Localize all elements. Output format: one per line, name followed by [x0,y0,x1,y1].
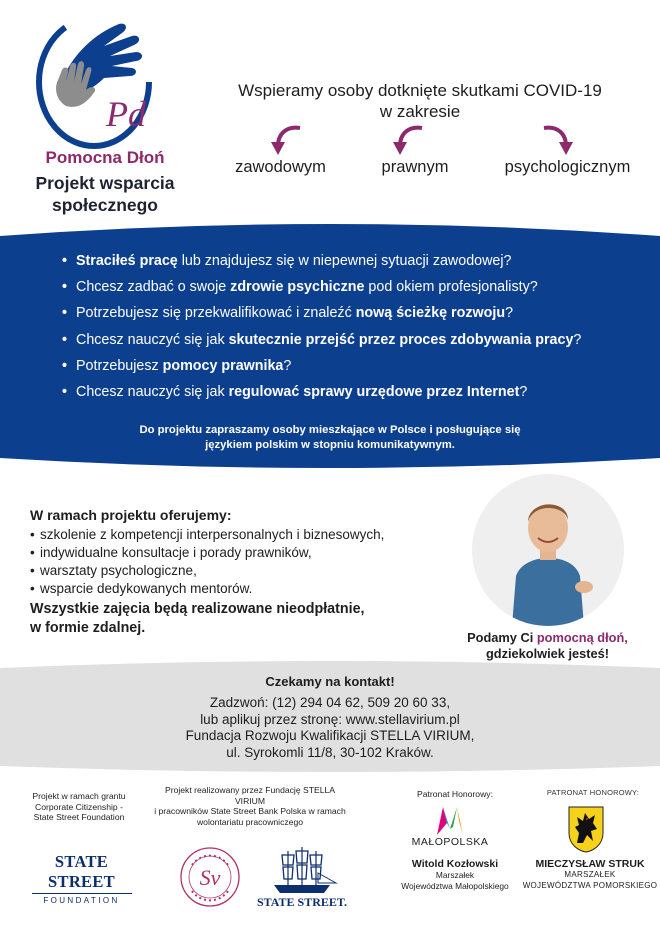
svg-text:Pd: Pd [106,94,146,134]
contact-title: Czekamy na kontakt! [265,674,395,689]
headline-line1: Wspieramy osoby dotknięte skutkami COVID-19 [238,81,602,100]
ss-foundation-main: STATE STREET [48,852,115,891]
mp-person-name: Witold Kozłowski [411,858,499,870]
grant-line: State Street Foundation [33,812,125,822]
free-remote-note [30,600,410,637]
offer-item: • indywidualne konsultacje i porady prawników, [30,545,312,560]
svg-text:Sv: Sv [199,865,221,890]
pm-person-region: WOJEWÓDZTWA POMORSKIEGO [522,880,658,890]
question-item: • Chcesz nauczyć się jak skutecznie przejść przez proces zdobywania pracy? [62,331,582,348]
offer-item: • warsztaty psychologiczne, [30,563,197,578]
curved-arrow-icon [540,124,576,158]
project-note [150,785,350,827]
pomorskie-griffin-crest-icon [567,805,605,853]
contact-address: ul. Syrokomli 11/8, 30-102 Kraków. [226,744,434,760]
offer-item: • szkolenie z kompetencji interpersonalnych i biznesowych, [30,527,385,542]
mp-person-role: Marszałek [435,870,475,880]
ss-foundation-rule [32,893,132,894]
invitation-note [95,423,565,453]
invitation-line2: językiem polskim w stopniu komunikatywnym. [205,439,455,451]
pomorskie-marshal [520,858,660,891]
grant-line: Corporate Citizenship - [35,801,123,812]
contact-phone: Zadzwoń: (12) 294 04 62, 509 20 60 33, [209,695,451,710]
malopolska-marshal [395,858,515,891]
area-psychological: psychologicznym [504,158,631,176]
curved-arrow-icon [268,124,304,158]
question-list [62,252,642,409]
contact-details [0,695,660,761]
project-line: wolontariatu pracowniczego [196,816,304,827]
question-item: • Potrzebujesz się przekwalifikować i znaleźć nową ścieżkę rozwoju? [62,305,514,322]
stella-virium-seal-icon [178,845,242,909]
invitation-line1: Do projektu zapraszamy osoby mieszkające w Polsce i posługujące się [139,424,521,436]
patronage-label-malopolska: Patronat Honorowy: [417,789,493,799]
man-reaching-photo [472,474,624,626]
offer-title: W ramach projektu oferujemy: [30,507,232,523]
contact-organization: Fundacja Rozwoju Kwalifikacji STELLA VIRIUM, [185,728,475,743]
contact-website: lub aplikuj przez stronę: www.stellavirium.pl [200,711,460,727]
offer-list [30,526,384,598]
ss-foundation-sub: FOUNDATION [43,896,120,905]
grant-line: Projekt w ramach grantu [32,791,126,801]
pomocna-dlon-logo [34,14,169,149]
state-street-foundation-logo [24,852,139,905]
question-item: • Chcesz zadbać o swoje zdrowie psychiczne pod okiem profesjonalisty? [62,279,538,296]
offer-item: • wsparcie dedykowanych mentorów. [30,581,253,596]
project-line: Projekt realizowany przez Fundację STELLA VIRIUM [164,785,336,806]
area-professional: zawodowym [235,158,326,176]
tagline-line2: gdziekolwiek jesteś! [485,646,610,661]
question-item: • Potrzebujesz pomocy prawnika? [62,357,292,374]
curved-arrow-icon [390,124,426,158]
grant-note [14,791,144,823]
brand-subtitle-line2: społecznego [52,195,158,215]
question-item: • Straciłeś pracę lub znajdujesz się w niepewnej sytuacji zawodowej? [62,253,512,269]
area-legal: prawnym [381,158,449,176]
tagline-line1: Podamy Ci pomocną dłoń, [467,630,628,645]
pm-person-name: MIECZYSŁAW STRUK [535,858,645,870]
free-note-line2: w formie zdalnej. [30,619,146,636]
question-item: • Chcesz nauczyć się jak regulować sprawy urzędowe przez Internet? [62,383,528,400]
state-street-logo-text: STATE STREET. [256,895,348,909]
patronage-label-pomorskie: PATRONAT HONOROWY: [546,788,640,797]
tagline [440,630,655,662]
brand-subtitle-line1: Projekt wsparcia [35,173,175,193]
malopolska-wordmark: MAŁOPOLSKA [411,836,489,848]
project-line: i pracowników State Street Bank Polska w ramach [154,806,346,816]
brand-subtitle [10,172,200,216]
brand-name: Pomocna Dłoń [45,148,165,167]
sailing-ship-icon [262,845,342,897]
free-note-line1: Wszystkie zajęcia będą realizowane nieodpłatnie, [30,601,365,617]
headline-line2: w zakresie [379,102,461,121]
headline [215,80,625,122]
pm-person-role: MARSZAŁEK [564,870,616,879]
malopolska-logo-icon [433,803,467,837]
mp-person-region: Województwa Małopolskiego [401,880,509,891]
